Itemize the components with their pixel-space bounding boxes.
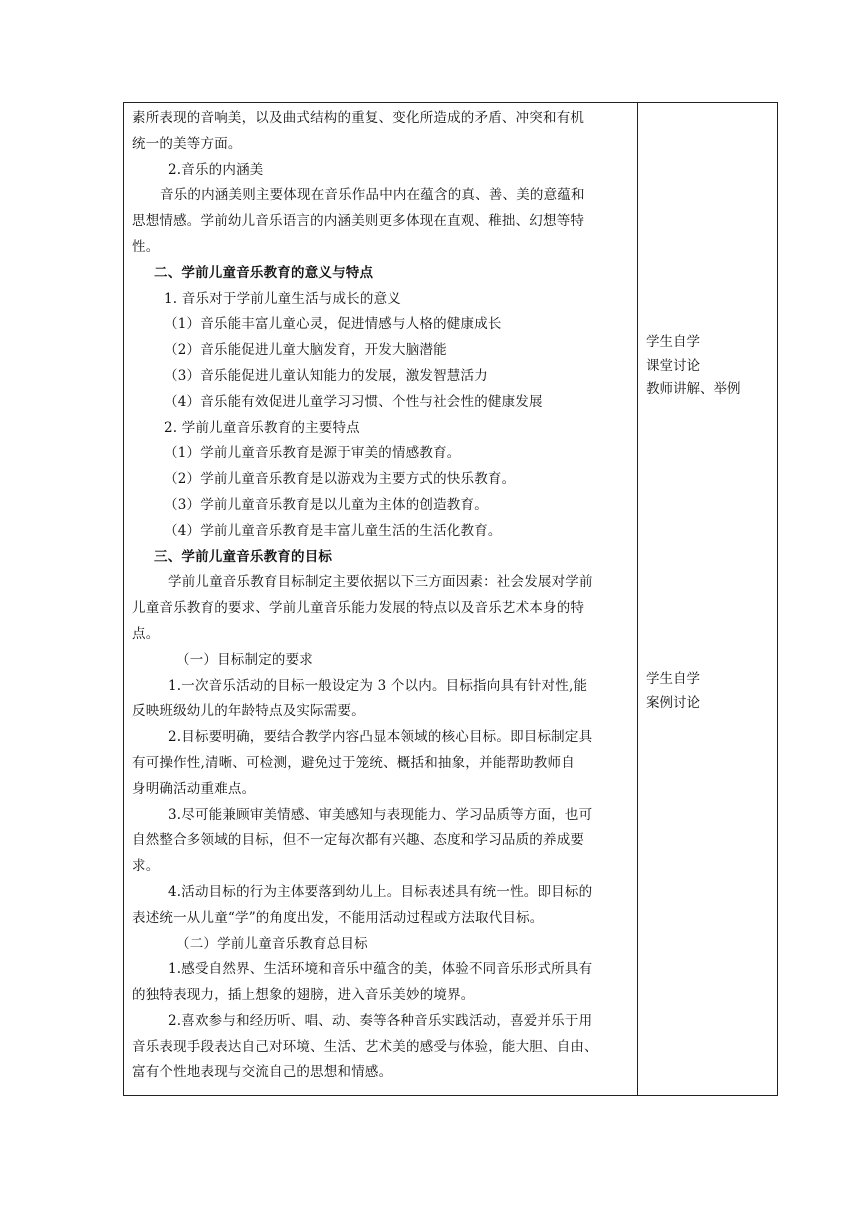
- method-label: 课堂讨论: [646, 357, 700, 374]
- text-line: 1.感受自然界、生活环境和音乐中蕴含的美，体验不同音乐形式所具有: [168, 961, 593, 978]
- text-line: （4）音乐能有效促进儿童学习习惯、个性与社会性的健康发展: [164, 393, 543, 410]
- text-line: 2. 学前儿童音乐教育的主要特点: [164, 419, 360, 436]
- text-line: （1）学前儿童音乐教育是源于审美的情感教育。: [164, 445, 461, 462]
- method-label: 案例讨论: [646, 694, 700, 711]
- text-line: （3）学前儿童音乐教育是以儿童为主体的创造教育。: [164, 496, 488, 513]
- text-line: 儿童音乐教育的要求、学前儿童音乐能力发展的特点以及音乐艺术本身的特: [132, 600, 585, 617]
- text-line: 4.活动目标的行为主体要落到幼儿上。目标表述具有统一性。即目标的: [168, 883, 593, 900]
- text-line: 身明确活动重难点。: [132, 780, 256, 797]
- text-line: （3）音乐能促进儿童认知能力的发展，激发智慧活力: [164, 367, 488, 384]
- text-line: 3.尽可能兼顾审美情感、审美感知与表现能力、学习品质等方面，也可: [168, 806, 593, 823]
- text-line: 有可操作性,清晰、可检测，避免过于笼统、概括和抽象，并能帮助教师自: [132, 754, 575, 771]
- text-line: （二）学前儿童音乐教育总目标: [176, 935, 368, 952]
- text-line: 点。: [132, 625, 160, 642]
- text-line: 求。: [132, 858, 160, 875]
- text-line: 音乐表现手段表达自己对环境、生活、艺术美的感受与体验，能大胆、自由、: [132, 1038, 598, 1055]
- section-heading: 二、学前儿童音乐教育的意义与特点: [154, 264, 374, 281]
- content-column: [132, 106, 632, 1086]
- text-line: 思想情感。学前幼儿音乐语言的内涵美则更多体现在直观、稚拙、幻想等特: [132, 213, 585, 230]
- method-group-2: [646, 668, 700, 715]
- section-heading: 三、学前儿童音乐教育的目标: [154, 548, 333, 565]
- column-divider: [637, 103, 638, 1095]
- method-label: 学生自学: [646, 334, 700, 350]
- lesson-table: [123, 102, 778, 1096]
- text-line: 1.一次音乐活动的目标一般设定为 3 个以内。目标指向具有针对性,能: [168, 677, 588, 694]
- text-line: 2.目标要明确，要结合教学内容凸显本领域的核心目标。即目标制定具: [168, 729, 593, 746]
- text-line: 1. 音乐对于学前儿童生活与成长的意义: [164, 290, 401, 307]
- text-line: 自然整合多领域的目标，但不一定每次都有兴趣、态度和学习品质的养成要: [132, 832, 585, 849]
- text-line: （4）学前儿童音乐教育是丰富儿童生活的生活化教育。: [164, 522, 502, 539]
- text-line: 素所表现的音响美，以及曲式结构的重复、变化所造成的矛盾、冲突和有机: [132, 110, 585, 126]
- text-line: （1）音乐能丰富儿童心灵，促进情感与人格的健康成长: [164, 316, 502, 333]
- text-line: 的独特表现力，插上想象的翅膀，进入音乐美妙的境界。: [132, 987, 475, 1004]
- text-line: （一）目标制定的要求: [176, 651, 313, 668]
- text-line: 2.喜欢参与和经历听、唱、动、奏等各种音乐实践活动，喜爱并乐于用: [168, 1012, 593, 1029]
- method-group-1: [646, 331, 741, 402]
- text-line: 2.音乐的内涵美: [168, 161, 264, 178]
- text-line: 学前儿童音乐教育目标制定主要依据以下三方面因素：社会发展对学前: [168, 574, 593, 591]
- text-line: 音乐的内涵美则主要体现在音乐作品中内在蕴含的真、善、美的意蕴和: [160, 187, 585, 204]
- method-label: 教师讲解、举例: [646, 381, 741, 397]
- text-line: （2）学前儿童音乐教育是以游戏为主要方式的快乐教育。: [164, 471, 516, 488]
- text-line: 反映班级幼儿的年龄特点及实际需要。: [132, 703, 365, 720]
- text-line: 富有个性地表现与交流自己的思想和情感。: [132, 1064, 393, 1081]
- text-line: 表述统一从儿童“学”的角度出发，不能用活动过程或方法取代目标。: [132, 909, 544, 926]
- text-line: 统一的美等方面。: [132, 135, 242, 152]
- text-line: 性。: [132, 238, 160, 255]
- text-line: （2）音乐能促进儿童大脑发育，开发大脑潜能: [164, 342, 447, 359]
- method-label: 学生自学: [646, 671, 700, 687]
